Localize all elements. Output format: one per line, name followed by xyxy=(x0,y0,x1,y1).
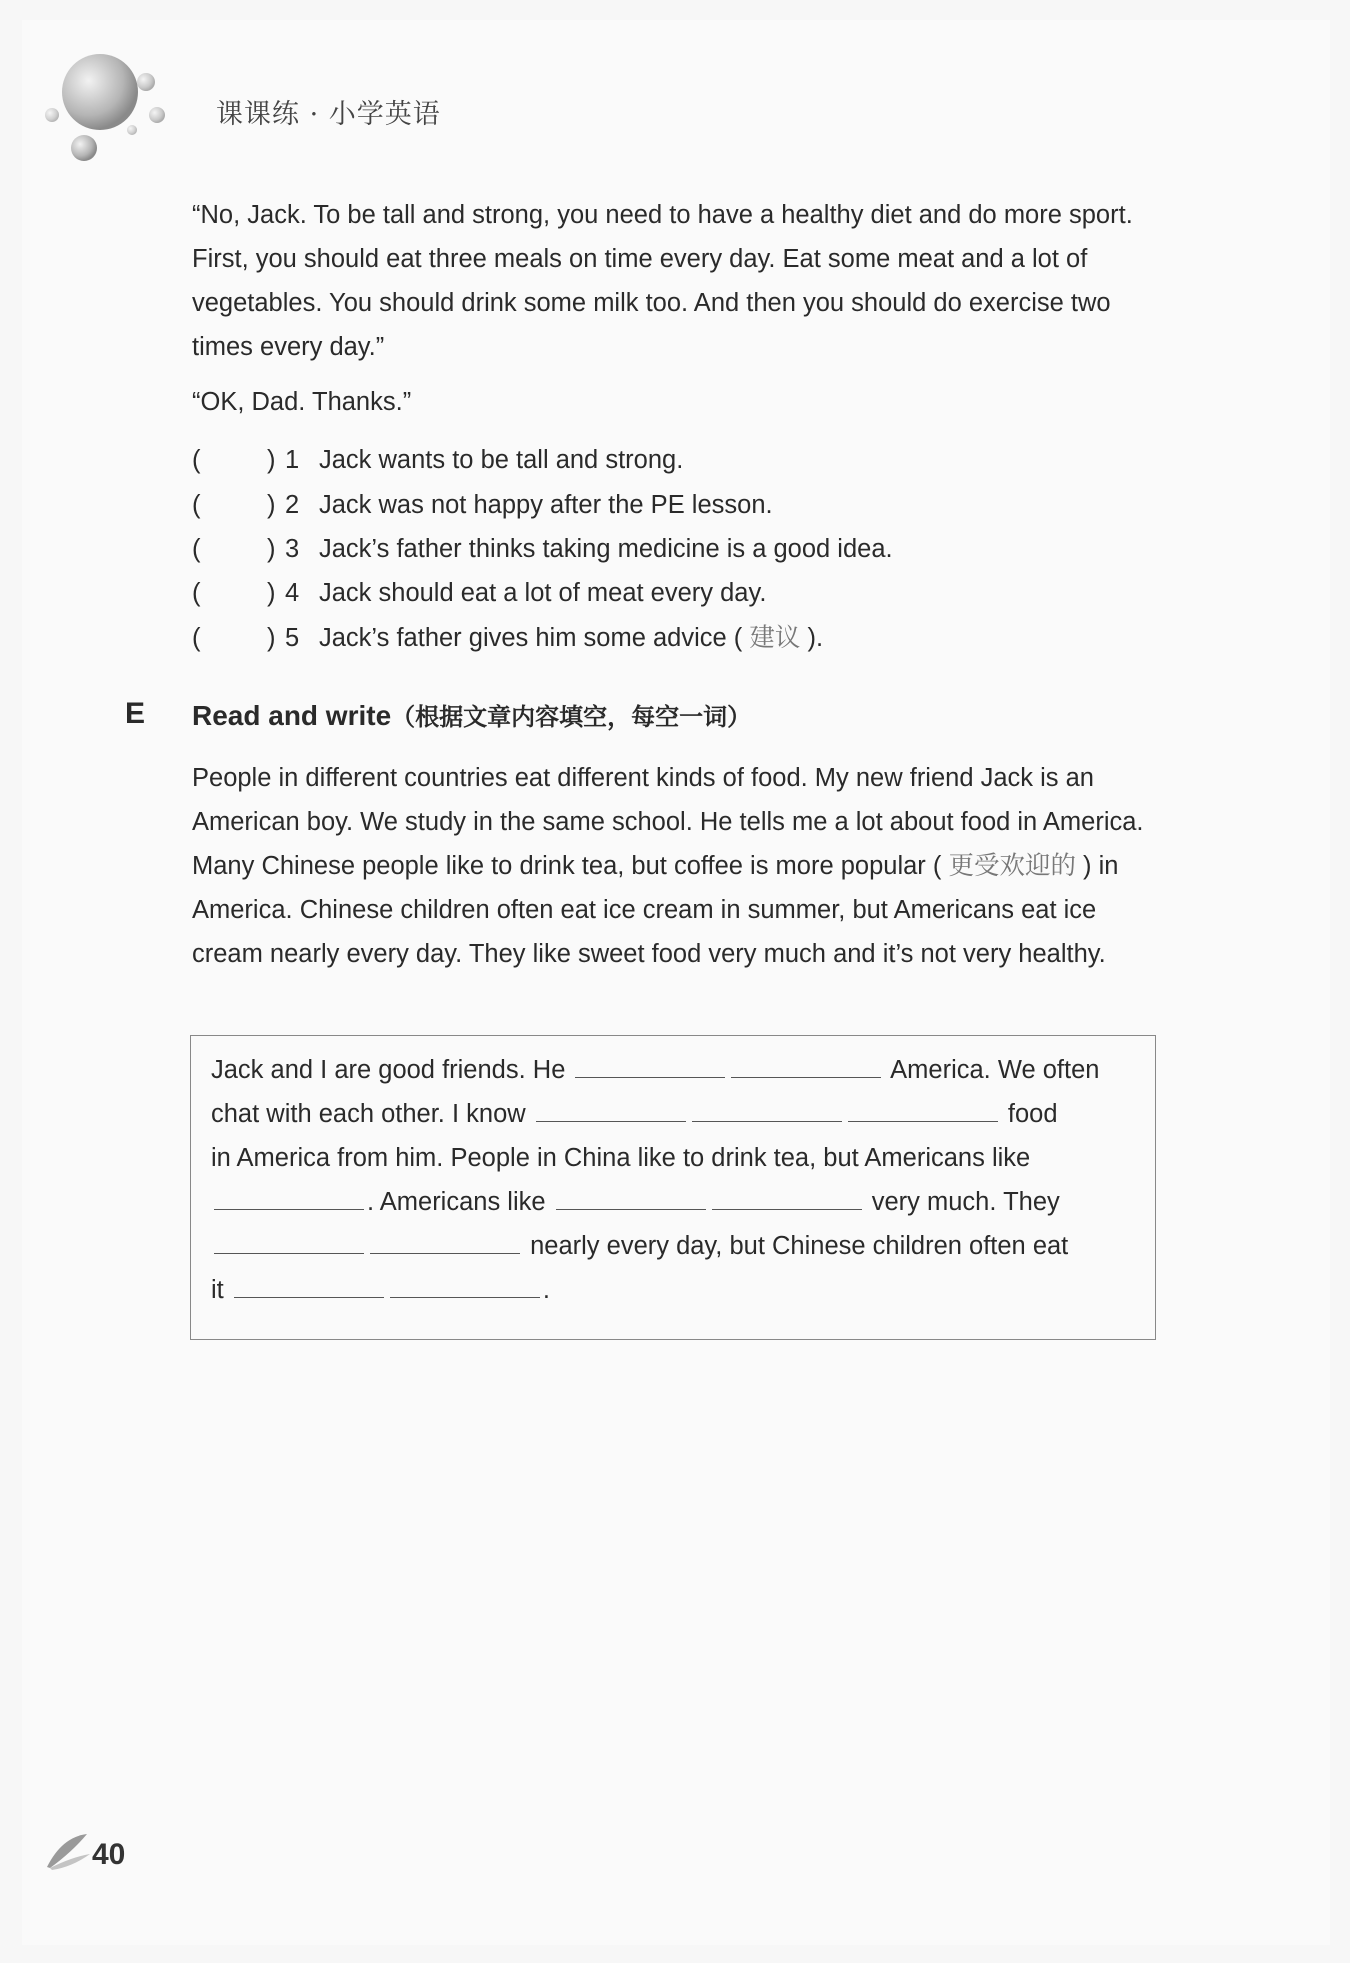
passage-quote-dad: “No, Jack. To be tall and strong, you need to have a healthy diet and do more sport. First, you should eat three meals on time every day. Eat some meat and a lot of vegetables. You should drink some milk too. And then you should do exercise two times every day.” xyxy=(192,201,1133,361)
box-line-3: in America from him. People in China like to drink tea, but Americans like xyxy=(211,1144,1031,1172)
answer-blank-open[interactable]: ( xyxy=(192,491,201,519)
fill-blank[interactable] xyxy=(214,1181,364,1210)
question-number: 1 xyxy=(285,446,300,474)
question-3: ( ) 3 Jack’s father thinks taking medicine is a good idea. xyxy=(192,527,1192,571)
fill-blank[interactable] xyxy=(234,1269,384,1298)
fill-blank[interactable] xyxy=(556,1181,706,1210)
section-title-zh: （根据文章内容填空，每空一词） xyxy=(391,703,752,731)
section-letter: E xyxy=(125,697,146,730)
leaf-decoration-icon xyxy=(42,1832,92,1872)
fill-blank[interactable] xyxy=(848,1093,998,1122)
question-1: ( ) 1 Jack wants to be tall and strong. xyxy=(192,438,1192,482)
box-line-5: nearly every day, but Chinese children often eat xyxy=(211,1224,1068,1268)
fill-blank[interactable] xyxy=(370,1225,520,1254)
answer-blank-open[interactable]: ( xyxy=(192,579,201,607)
section-title xyxy=(192,697,751,732)
question-number: 5 xyxy=(285,624,300,652)
box-line-1: Jack and I are good friends. He America. We often xyxy=(211,1048,1099,1092)
fill-blank[interactable] xyxy=(214,1225,364,1254)
box-line-2: chat with each other. I know food xyxy=(211,1092,1058,1136)
box-line-6: it . xyxy=(211,1268,550,1312)
question-4: ( ) 4 Jack should eat a lot of meat every day. xyxy=(192,571,1192,615)
box-line-4: . Americans like very much. They xyxy=(211,1180,1060,1224)
question-5: ( ) 5 Jack’s father gives him some advice ( 建议 ). xyxy=(192,616,1192,660)
passage-quote-jack: “OK, Dad. Thanks.” xyxy=(192,388,412,416)
fill-blank[interactable] xyxy=(536,1093,686,1122)
question-text: Jack’s father thinks taking medicine is a good idea. xyxy=(319,535,893,563)
page-number: 40 xyxy=(92,1838,126,1871)
fill-blank[interactable] xyxy=(692,1093,842,1122)
answer-blank-open[interactable]: ( xyxy=(192,446,201,474)
chinese-gloss: 更受欢迎的 xyxy=(948,851,1076,881)
fill-in-box xyxy=(190,1035,1156,1340)
question-text: Jack’s father gives him some advice ( 建议 ). xyxy=(319,623,824,653)
answer-blank-open[interactable]: ( xyxy=(192,535,201,563)
fill-blank[interactable] xyxy=(712,1181,862,1210)
question-number: 3 xyxy=(285,535,300,563)
section-title-en: Read and write xyxy=(192,700,392,731)
question-text: Jack wants to be tall and strong. xyxy=(319,446,684,474)
question-2: ( ) 2 Jack was not happy after the PE lesson. xyxy=(192,483,1192,527)
question-number: 4 xyxy=(285,579,300,607)
fill-blank[interactable] xyxy=(575,1049,725,1078)
reading-passage: People in different countries eat different kinds of food. My new friend Jack is an American boy. We study in the same school. He tells me a lot about food in America. Many Chinese people like to drink tea, but coffee is more popular ( 更受欢迎的 ) in America. Chinese children often eat ice cream in summer, but Americans eat ice cream nearly every day. They like sweet food very much and it’s not very healthy. xyxy=(192,764,1144,968)
question-text: Jack was not happy after the PE lesson. xyxy=(319,491,773,519)
fill-blank[interactable] xyxy=(731,1049,881,1078)
fill-blank[interactable] xyxy=(390,1269,540,1298)
question-number: 2 xyxy=(285,491,300,519)
page-header: 课课练 · 小学英语 xyxy=(216,99,441,130)
answer-blank-open[interactable]: ( xyxy=(192,624,201,652)
chinese-gloss: 建议 xyxy=(749,623,801,653)
question-text: Jack should eat a lot of meat every day. xyxy=(319,579,767,607)
